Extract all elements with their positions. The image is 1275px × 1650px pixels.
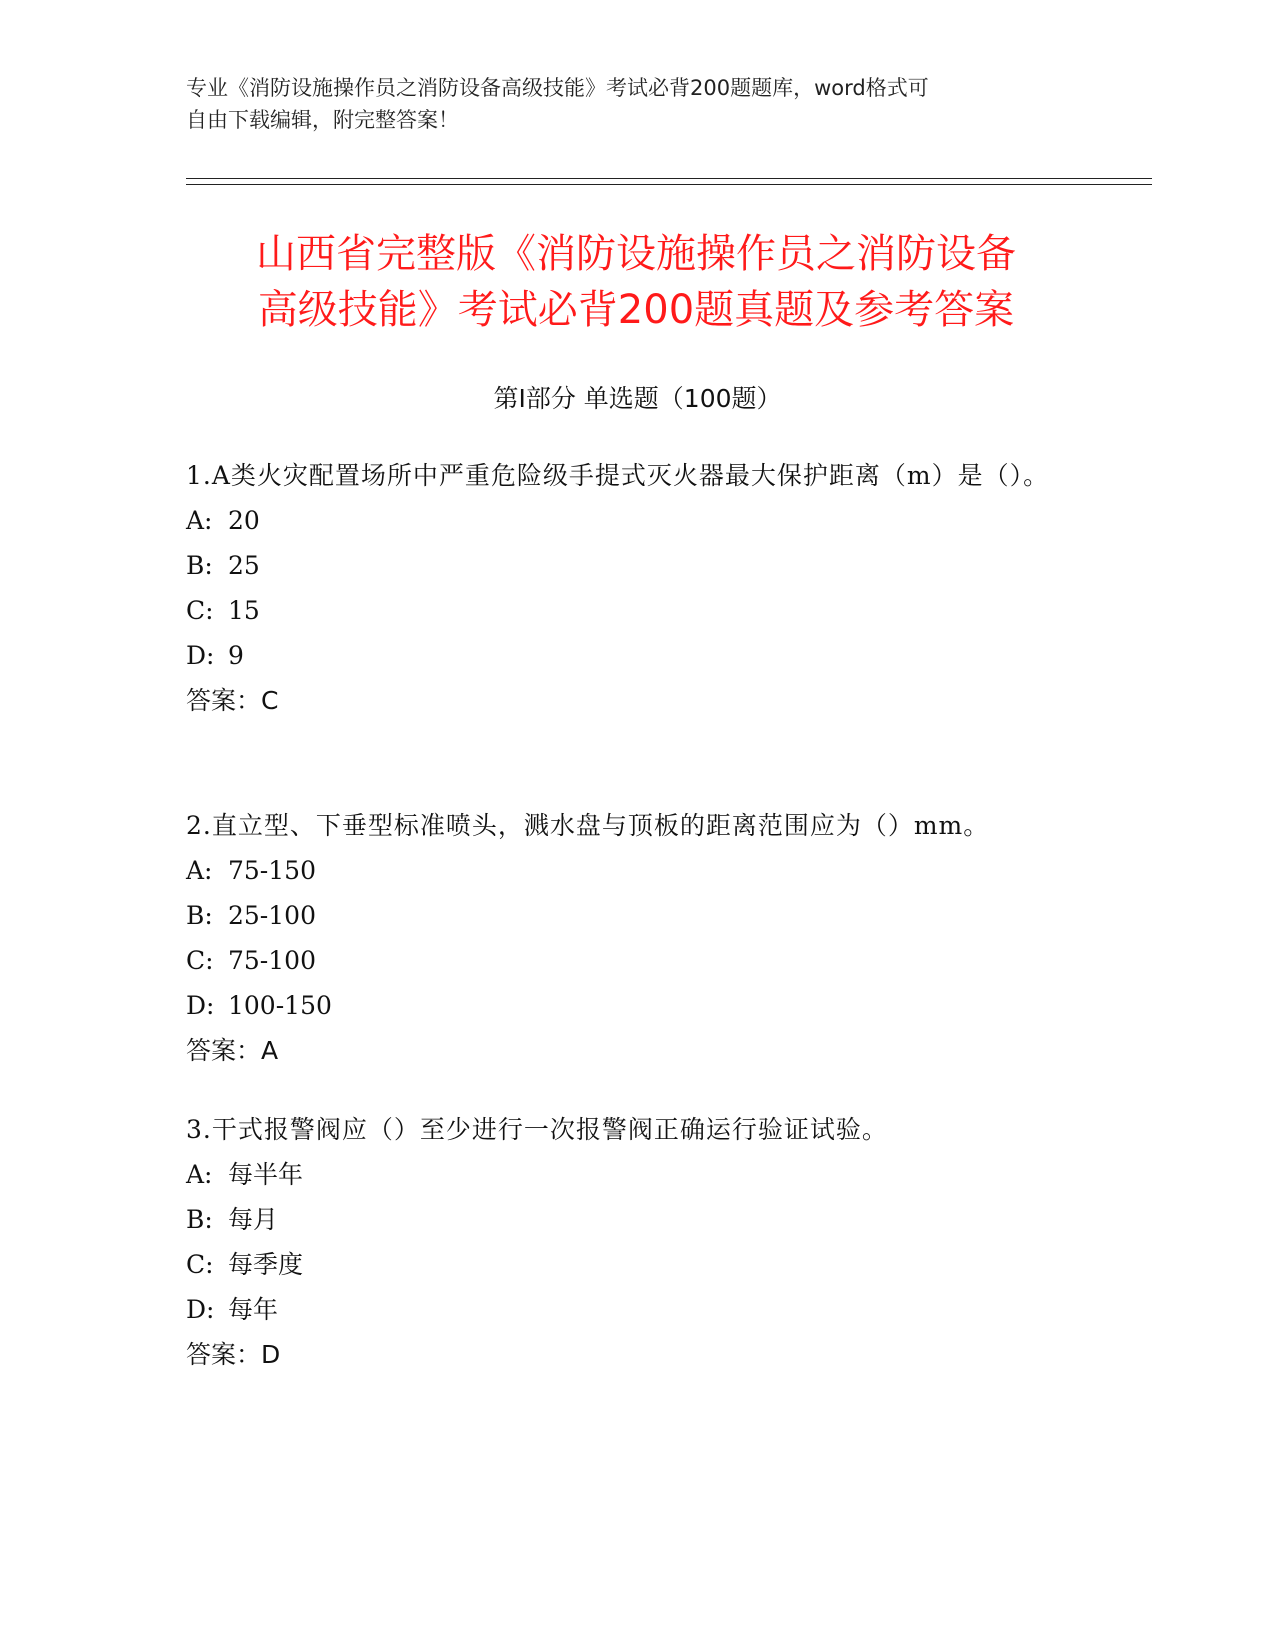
option-a (186, 498, 1066, 543)
option-b (186, 893, 1066, 938)
option-text: 每季度 (228, 1250, 304, 1279)
option-key: C: (186, 596, 214, 625)
question-stem: 3.干式报警阀应（）至少进行一次报警阀正确运行验证试验。 (186, 1115, 888, 1144)
document-title-line-1: 山西省完整版《消防设施操作员之消防设备 (256, 231, 1016, 277)
option-text: 9 (228, 641, 244, 670)
question-stem: 2.直立型、下垂型标准喷头，溅水盘与顶板的距离范围应为（）mm。 (186, 811, 990, 840)
option-d (186, 983, 1066, 1028)
option-text: 20 (228, 506, 260, 535)
option-key: D: (186, 991, 215, 1020)
option-text: 25 (228, 551, 260, 580)
option-key: A: (186, 856, 213, 885)
document-title (186, 226, 1086, 338)
option-key: D: (186, 1295, 215, 1324)
option-text: 每月 (228, 1205, 279, 1234)
header-note (186, 72, 1066, 136)
document-title-line-2: 高级技能》考试必背200题真题及参考答案 (257, 287, 1015, 333)
header-note-line-1: 专业《消防设施操作员之消防设备高级技能》考试必背200题题库，word格式可 (186, 76, 929, 100)
option-text: 每年 (228, 1295, 279, 1324)
option-b (186, 543, 1066, 588)
option-d (186, 633, 1066, 678)
option-key: B: (186, 901, 213, 930)
option-b (186, 1197, 1066, 1242)
option-key: C: (186, 1250, 214, 1279)
answer-line (186, 1028, 1066, 1073)
option-d (186, 1287, 1066, 1332)
answer-label: 答案： (186, 1036, 262, 1065)
option-text: 100-150 (228, 991, 332, 1020)
option-key: B: (186, 1205, 213, 1234)
header-divider-bottom (186, 184, 1152, 185)
answer-label: 答案： (186, 1340, 262, 1369)
answer-line (186, 678, 1066, 723)
option-key: A: (186, 1160, 213, 1189)
option-text: 75-100 (228, 946, 316, 975)
option-text: 15 (228, 596, 260, 625)
question-3 (186, 1108, 1066, 1377)
option-key: D: (186, 641, 215, 670)
option-a (186, 1152, 1066, 1197)
option-c (186, 588, 1066, 633)
option-text: 每半年 (228, 1160, 304, 1189)
answer-value: C (261, 686, 279, 715)
answer-label: 答案： (186, 686, 262, 715)
option-text: 75-150 (228, 856, 316, 885)
header-divider-top (186, 178, 1152, 179)
option-key: C: (186, 946, 214, 975)
question-2 (186, 804, 1066, 1073)
section-title: 第Ⅰ部分 单选题（100题） (493, 384, 782, 413)
option-text: 25-100 (228, 901, 316, 930)
option-key: B: (186, 551, 213, 580)
header-note-line-2: 自由下载编辑，附完整答案！ (186, 108, 459, 132)
option-c (186, 938, 1066, 983)
answer-line (186, 1332, 1066, 1377)
question-stem: 1.A类火灾配置场所中严重危险级手提式灭火器最大保护距离（m）是（）。 (186, 461, 1050, 490)
option-a (186, 848, 1066, 893)
answer-value: A (261, 1036, 279, 1065)
option-c (186, 1242, 1066, 1287)
answer-value: D (261, 1340, 281, 1369)
option-key: A: (186, 506, 213, 535)
question-1 (186, 454, 1066, 723)
